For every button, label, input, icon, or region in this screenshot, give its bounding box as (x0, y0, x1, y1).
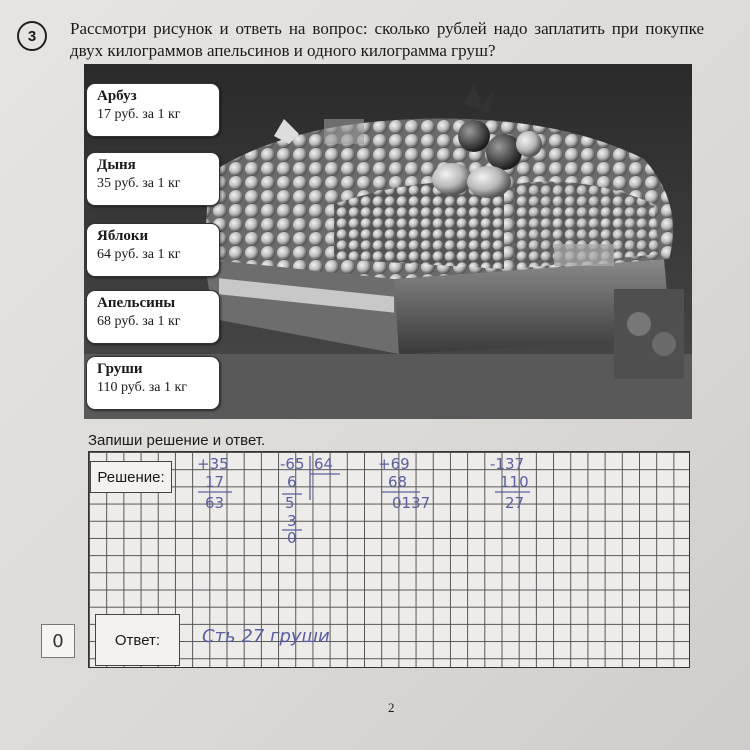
answer-label: Ответ: (114, 631, 161, 649)
calc2-divisor: 64 (314, 455, 334, 473)
price-tag-cost: 64 руб. за 1 кг (97, 247, 181, 262)
price-tag-fruit: Груши (97, 361, 143, 377)
calc4-line2: 110 (500, 473, 529, 491)
score-value: 0 (52, 630, 64, 652)
price-tag-fruit: Дыня (97, 157, 136, 173)
handwritten-answer: Сть 27 груши (202, 626, 330, 647)
price-tag-fruit: Апельсины (97, 295, 176, 311)
calc2-remainder: 0 (287, 529, 297, 547)
calc3-line2: 68 (388, 473, 408, 491)
price-tag-cost: 17 руб. за 1 кг (97, 107, 181, 122)
calc4-result: 27 (505, 494, 525, 512)
calc3-result: 0137 (392, 494, 431, 512)
calc1-line2: 17 (205, 473, 225, 491)
calc2-step2: 5 (285, 494, 295, 512)
calc2-step1: 6 (287, 473, 297, 491)
price-tag-cost: 68 руб. за 1 кг (97, 314, 181, 329)
score-box (41, 624, 75, 658)
price-tag-cost: 35 руб. за 1 кг (97, 176, 181, 191)
calc2-dividend: -65 (280, 455, 305, 473)
calc3-line1: +69 (378, 455, 410, 473)
calc4-line1: -137 (490, 455, 525, 473)
solution-label: Решение: (97, 468, 165, 486)
price-tag-cost: 110 руб. за 1 кг (97, 380, 188, 395)
instruction-text: Запиши решение и ответ. (88, 432, 266, 449)
price-tag-fruit: Яблоки (97, 228, 149, 244)
calc1-result: 63 (205, 494, 225, 512)
question-number: 3 (27, 27, 37, 45)
question-text: Рассмотри рисунок и ответь на вопрос: сколько рублей надо заплатить при покупке двух килограммов апельсинов и одного килограмма груш? (70, 19, 704, 60)
price-tag-fruit: Арбуз (97, 88, 137, 104)
calc1-line1: +35 (197, 455, 229, 473)
page-number: 2 (388, 700, 395, 715)
calc2-step3: 3 (287, 512, 297, 530)
